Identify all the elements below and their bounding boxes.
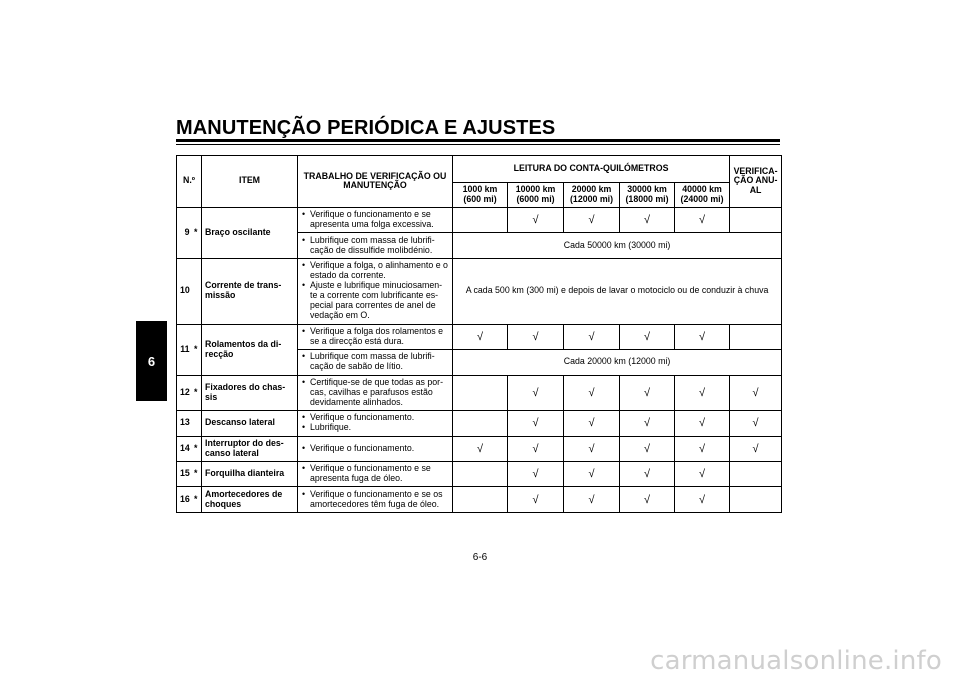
task-list bbox=[302, 464, 449, 484]
task-line: • Certifique-se de que todas as por-cas, cavilhas e parafusos estão devidamente alinhados. bbox=[302, 378, 449, 408]
page-number: 6-6 bbox=[472, 552, 488, 563]
row-star: * bbox=[191, 375, 202, 411]
header-odometer: LEITURA DO CONTA-QUILÓMETROS bbox=[453, 156, 730, 183]
row-star: * bbox=[191, 487, 202, 513]
interval-km: 30000 km bbox=[627, 184, 667, 194]
row-item: Rolamentos da di-recção bbox=[202, 324, 298, 375]
interval-km: 10000 km bbox=[515, 184, 556, 194]
row-number: 9 bbox=[177, 207, 191, 258]
row-star: * bbox=[191, 207, 202, 258]
interval-note: Cada 50000 km (30000 mi) bbox=[453, 233, 782, 258]
interval-mi: (24000 mi) bbox=[680, 193, 724, 204]
row-number: 16 bbox=[177, 487, 191, 513]
check-mark: √ bbox=[620, 462, 675, 487]
row-item: Amortecedores de choques bbox=[202, 487, 298, 513]
header-work: TRABALHO DE VERIFICAÇÃO OU MANUTENÇÃO bbox=[298, 156, 453, 208]
empty-cell bbox=[453, 375, 508, 411]
empty-cell bbox=[730, 207, 782, 232]
table-row bbox=[177, 324, 782, 349]
task-list bbox=[302, 327, 449, 347]
row-star: * bbox=[191, 324, 202, 375]
title-rule-thin bbox=[176, 144, 780, 145]
interval-note: A cada 500 km (300 mi) e depois de lavar o motociclo ou de conduzir à chuva bbox=[453, 258, 782, 324]
row-star: * bbox=[191, 436, 202, 461]
check-mark: √ bbox=[675, 375, 730, 411]
empty-cell bbox=[453, 487, 508, 513]
check-mark: √ bbox=[564, 462, 620, 487]
check-mark: √ bbox=[620, 487, 675, 513]
header-no: N.º bbox=[177, 156, 202, 208]
check-mark: √ bbox=[675, 436, 730, 461]
row-task bbox=[298, 462, 453, 487]
check-mark: √ bbox=[564, 411, 620, 436]
row-task bbox=[298, 207, 453, 232]
page-title: MANUTENÇÃO PERIÓDICA E AJUSTES bbox=[176, 117, 556, 139]
row-number: 13 bbox=[177, 411, 191, 436]
interval-mi: (600 mi) bbox=[463, 193, 497, 204]
row-task bbox=[298, 258, 453, 324]
header-interval bbox=[620, 183, 675, 208]
interval-note: Cada 20000 km (12000 mi) bbox=[453, 350, 782, 375]
task-list bbox=[302, 352, 449, 372]
empty-cell bbox=[730, 324, 782, 349]
check-mark: √ bbox=[730, 411, 782, 436]
header-interval bbox=[675, 183, 730, 208]
table-row bbox=[177, 375, 782, 411]
task-line: • Verifique o funcionamento. bbox=[302, 444, 449, 454]
title-rule-thick bbox=[176, 139, 780, 142]
check-mark: √ bbox=[675, 462, 730, 487]
check-mark: √ bbox=[675, 487, 730, 513]
check-mark: √ bbox=[730, 436, 782, 461]
check-mark: √ bbox=[675, 324, 730, 349]
row-item: Descanso lateral bbox=[202, 411, 298, 436]
empty-cell bbox=[453, 462, 508, 487]
header-interval bbox=[508, 183, 564, 208]
task-line: • Lubrifique com massa de lubrifi-cação de dissulfide molibdénio. bbox=[302, 236, 449, 256]
check-mark: √ bbox=[508, 375, 564, 411]
interval-mi: (12000 mi) bbox=[570, 193, 614, 204]
check-mark: √ bbox=[620, 324, 675, 349]
maintenance-table bbox=[176, 155, 782, 513]
row-task bbox=[298, 375, 453, 411]
check-mark: √ bbox=[620, 207, 675, 232]
row-item: Interruptor do des-canso lateral bbox=[202, 436, 298, 461]
task-list bbox=[302, 444, 449, 454]
table-row bbox=[177, 436, 782, 461]
row-task bbox=[298, 411, 453, 436]
row-star bbox=[191, 411, 202, 436]
row-number: 10 bbox=[177, 258, 191, 324]
check-mark: √ bbox=[508, 411, 564, 436]
table-row bbox=[177, 258, 782, 324]
row-task bbox=[298, 324, 453, 349]
task-line: • Verifique o funcionamento e se os amortecedores têm fuga de óleo. bbox=[302, 490, 449, 510]
task-line: • Verifique a folga dos rolamentos e se a direcção está dura. bbox=[302, 327, 449, 347]
table-row bbox=[177, 487, 782, 513]
header-annual: VERIFICA-ÇÃO ANU-AL bbox=[730, 156, 782, 208]
section-tab: 6 bbox=[136, 321, 167, 401]
row-star: * bbox=[191, 462, 202, 487]
check-mark: √ bbox=[508, 207, 564, 232]
empty-cell bbox=[453, 207, 508, 232]
task-line: • Verifique o funcionamento e se apresenta uma folga excessiva. bbox=[302, 210, 449, 230]
row-task bbox=[298, 233, 453, 258]
row-item: Braço oscilante bbox=[202, 207, 298, 258]
row-number: 12 bbox=[177, 375, 191, 411]
check-mark: √ bbox=[508, 436, 564, 461]
task-line: • Lubrifique. bbox=[302, 423, 449, 433]
empty-cell bbox=[730, 462, 782, 487]
header-interval bbox=[564, 183, 620, 208]
task-line: • Verifique o funcionamento. bbox=[302, 413, 449, 423]
task-list bbox=[302, 236, 449, 256]
check-mark: √ bbox=[453, 436, 508, 461]
check-mark: √ bbox=[564, 487, 620, 513]
interval-km: 40000 km bbox=[682, 184, 722, 194]
row-number: 15 bbox=[177, 462, 191, 487]
table-row bbox=[177, 411, 782, 436]
check-mark: √ bbox=[620, 411, 675, 436]
task-list bbox=[302, 210, 449, 230]
check-mark: √ bbox=[620, 375, 675, 411]
check-mark: √ bbox=[564, 207, 620, 232]
check-mark: √ bbox=[620, 436, 675, 461]
check-mark: √ bbox=[675, 207, 730, 232]
interval-mi: (18000 mi) bbox=[625, 193, 669, 204]
check-mark: √ bbox=[508, 487, 564, 513]
interval-mi: (6000 mi) bbox=[516, 193, 555, 204]
row-number: 11 bbox=[177, 324, 191, 375]
row-item: Forquilha dianteira bbox=[202, 462, 298, 487]
empty-cell bbox=[730, 487, 782, 513]
check-mark: √ bbox=[675, 411, 730, 436]
row-task bbox=[298, 487, 453, 513]
row-star bbox=[191, 258, 202, 324]
row-task bbox=[298, 350, 453, 375]
row-item: Fixadores do chas-sis bbox=[202, 375, 298, 411]
check-mark: √ bbox=[508, 324, 564, 349]
interval-km: 20000 km bbox=[571, 184, 612, 194]
check-mark: √ bbox=[564, 375, 620, 411]
check-mark: √ bbox=[564, 324, 620, 349]
row-item: Corrente de trans-missão bbox=[202, 258, 298, 324]
task-list bbox=[302, 378, 449, 408]
check-mark: √ bbox=[453, 324, 508, 349]
task-line: • Verifique o funcionamento e se apresenta fuga de óleo. bbox=[302, 464, 449, 484]
table-row bbox=[177, 207, 782, 232]
watermark: carmanualsonline.info bbox=[650, 646, 942, 676]
task-list bbox=[302, 490, 449, 510]
task-list bbox=[302, 413, 449, 433]
row-number: 14 bbox=[177, 436, 191, 461]
check-mark: √ bbox=[564, 436, 620, 461]
check-mark: √ bbox=[730, 375, 782, 411]
interval-km: 1000 km bbox=[462, 184, 498, 194]
header-item: ITEM bbox=[202, 156, 298, 208]
empty-cell bbox=[453, 411, 508, 436]
task-line: • Verifique a folga, o alinhamento e o estado da corrente. bbox=[302, 261, 449, 281]
task-line: • Ajuste e lubrifique minuciosamen-te a corrente com lubrificante es-pecial para correntes de anel de vedação em O. bbox=[302, 281, 449, 321]
row-task bbox=[298, 436, 453, 461]
table-row bbox=[177, 462, 782, 487]
task-line: • Lubrifique com massa de lubrifi-cação de sabão de lítio. bbox=[302, 352, 449, 372]
check-mark: √ bbox=[508, 462, 564, 487]
header-interval bbox=[453, 183, 508, 208]
task-list bbox=[302, 261, 449, 321]
